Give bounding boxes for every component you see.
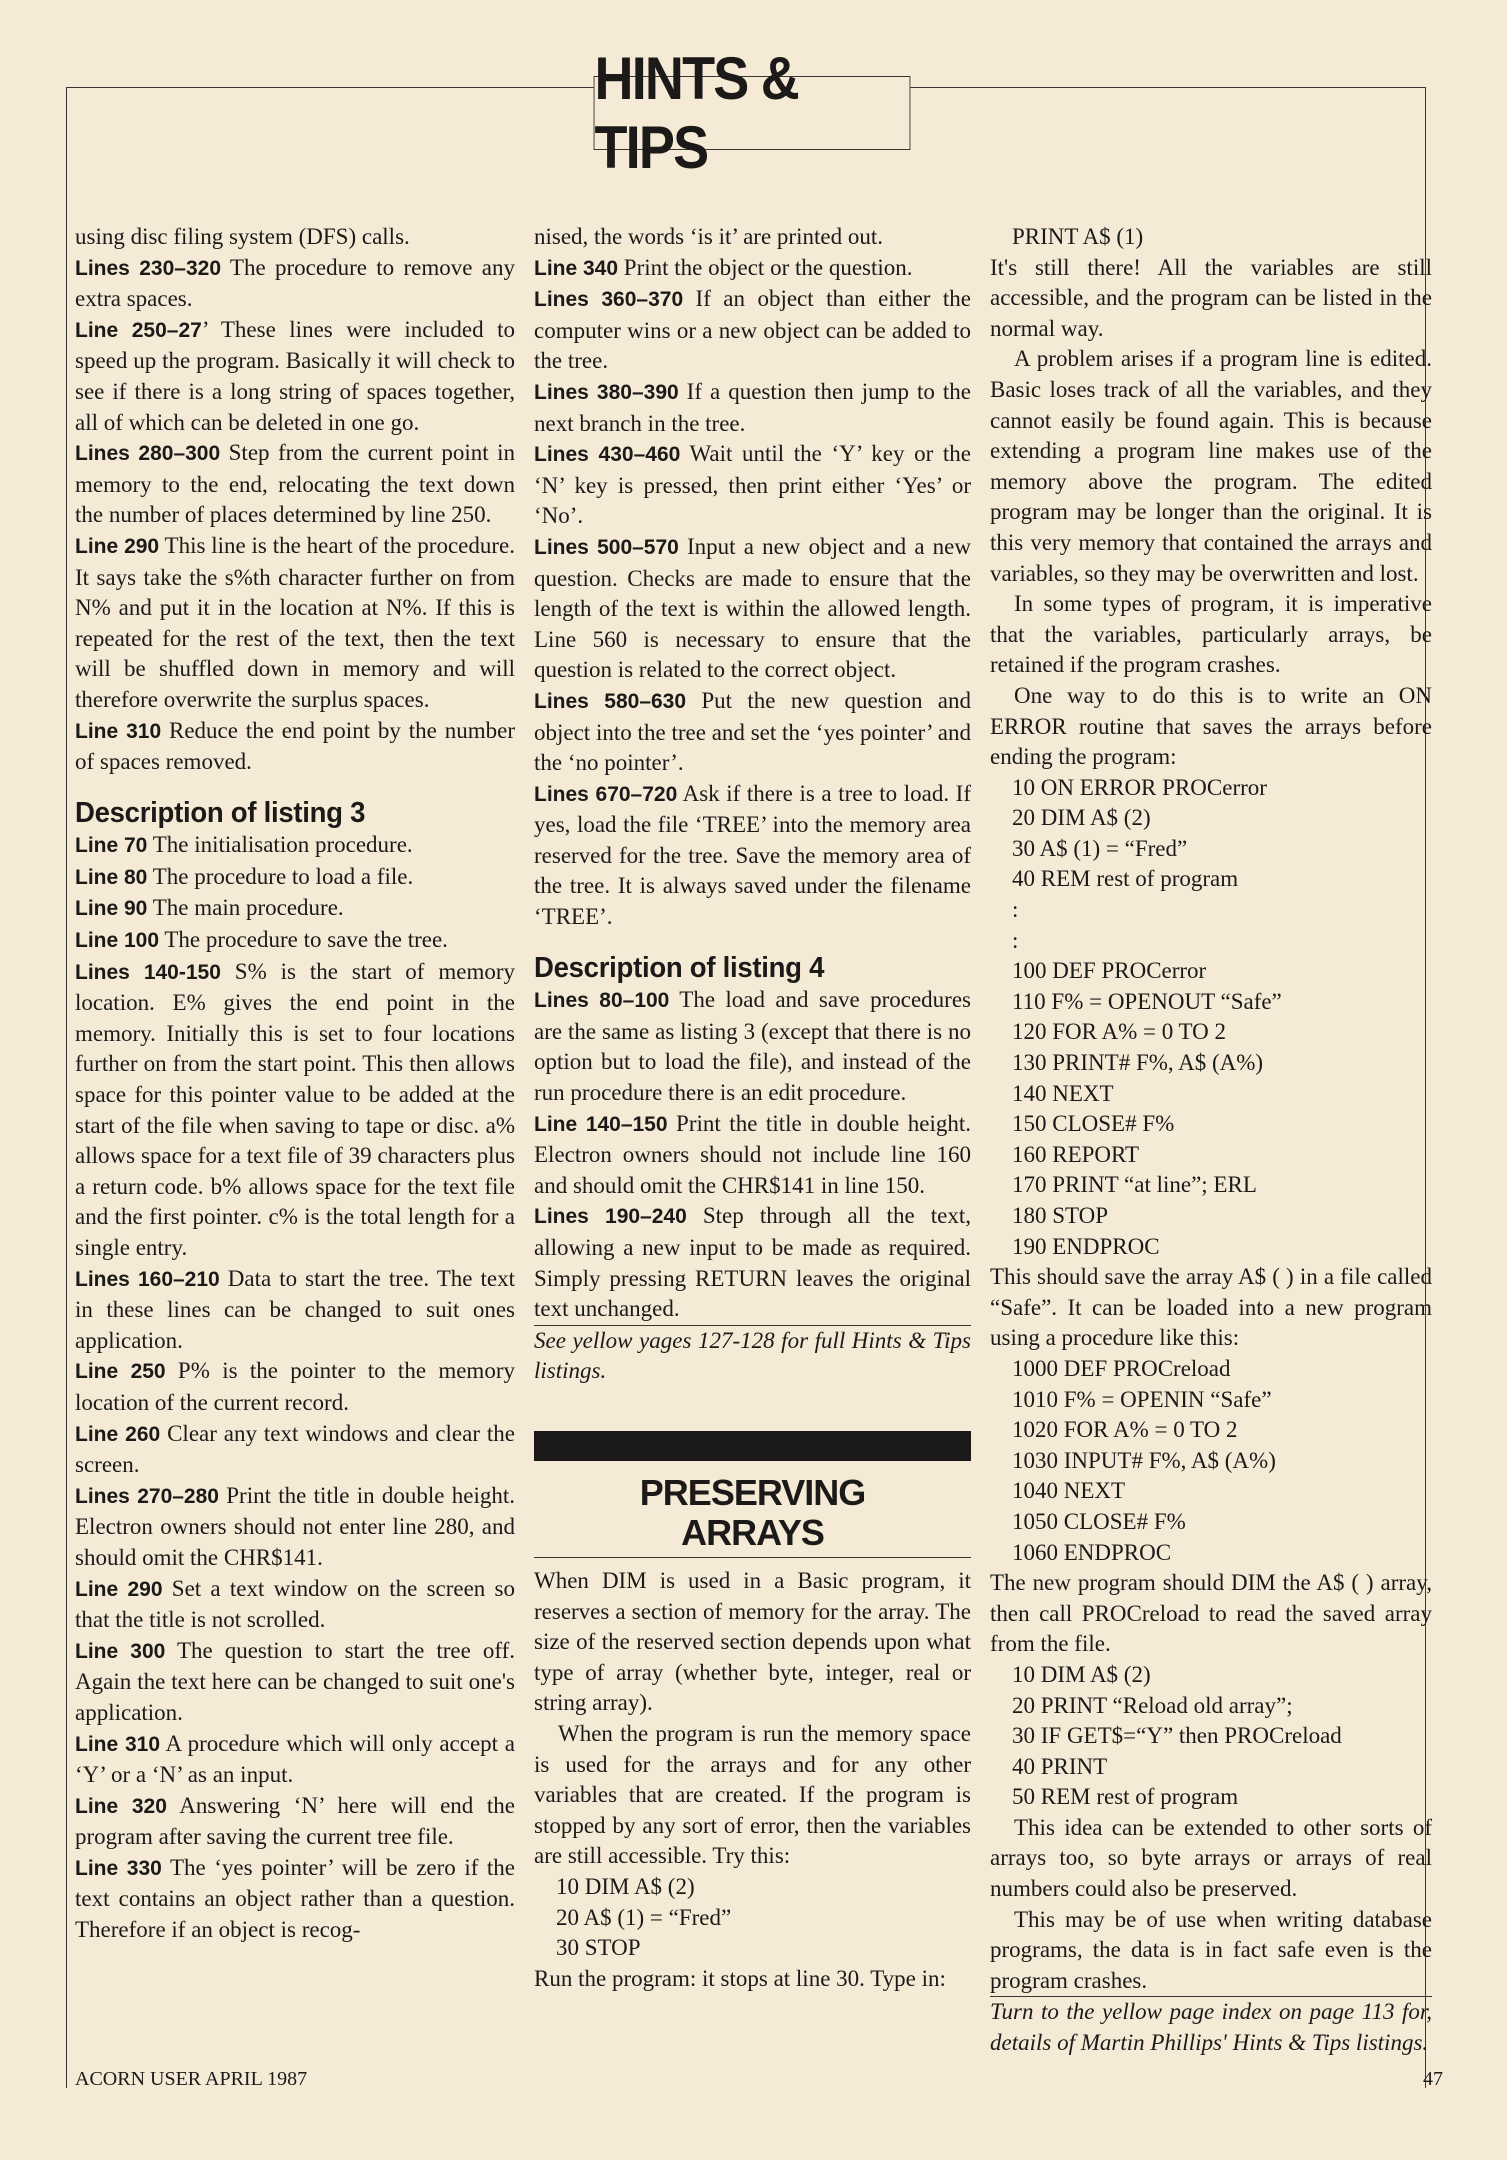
paragraph: This should save the array A$ ( ) in a file called “Safe”. It can be loaded into a new program using a procedure like this: — [990, 1264, 1432, 1351]
code-line: PRINT A$ (1) — [1012, 224, 1144, 249]
article-title — [534, 1473, 971, 1558]
note-item: Line 260 Clear any text windows and clear the screen. — [75, 1420, 515, 1478]
note-item: Line 340 Print the object or the question. — [534, 254, 913, 280]
code-line: 1040 NEXT — [1012, 1478, 1126, 1504]
note-item: Line 310 A procedure which will only accept a ‘Y’ or a ‘N’ as an input. — [75, 1730, 515, 1788]
note-item: Lines 500–570 Input a new object and a new question. Checks are made to ensure that the length of the text is within the allowed length. Line 560 is necessary to ensure that the question is related to the correct object. — [534, 533, 972, 683]
note-item: Lines 670–720 Ask if there is a tree to load. If yes, load the file ‘TREE’ into the memory area reserved for the tree. Save the memory area of the tree. It is always saved under the filename ‘TREE’. — [534, 780, 971, 930]
code-line: 20 A$ (1) = “Fred” — [556, 1904, 732, 1930]
note-item: Line 140–150 Print the title in double height. Electron owners should not include line 160 and should omit the CHR$141 in line 150. — [534, 1110, 971, 1198]
code-line: 1020 FOR A% = 0 TO 2 — [1012, 1417, 1238, 1443]
article-title-line-1: PRESERVING — [639, 1471, 866, 1513]
code-line: 40 PRINT — [1012, 1753, 1108, 1779]
code-line: 160 REPORT — [1012, 1141, 1140, 1167]
listing-notes-a — [75, 253, 515, 778]
section-heading: Description of listing 4 — [534, 951, 825, 984]
paragraph: In some types of program, it is imperative that the variables, particularly arrays, be retained if the program crashes. — [990, 591, 1432, 678]
code-line: 180 STOP — [1012, 1203, 1109, 1228]
note-item: Line 320 Answering ‘N’ here will end the program after saving the current tree file. — [75, 1792, 515, 1850]
code-line: 30 STOP — [556, 1935, 641, 1961]
column-3 — [990, 222, 1432, 2059]
note-item: Line 300 The question to start the tree off. Again the text here can be changed to suit one's application. — [75, 1637, 515, 1725]
code-line: 1060 ENDPROC — [1012, 1539, 1172, 1565]
note-item: Line 330 The ‘yes pointer’ will be zero if the text contains an object rather than a question. Therefore if an object is recog- — [75, 1854, 516, 1943]
code-line: 1030 INPUT# F%, A$ (A%) — [1012, 1447, 1276, 1473]
section-banner — [594, 45, 911, 181]
note-item: Line 310 Reduce the end point by the number of spaces removed. — [75, 717, 515, 775]
code-line: : — [1012, 927, 1019, 953]
section-title: HINTS & TIPS — [594, 45, 798, 181]
code-line: : — [1012, 897, 1019, 923]
paragraph: It's still there! All the variables are still accessible, and the program can be listed in the normal way. — [990, 254, 1432, 341]
code-line: 130 PRINT# F%, A$ (A%) — [1012, 1050, 1264, 1076]
paragraph: This idea can be extended to other sorts of arrays too, so byte arrays or arrays of real numbers could also be preserved. — [990, 1814, 1432, 1902]
note-item: Lines 430–460 Wait until the ‘Y’ key or the ‘N’ key is pressed, then print either ‘Yes’ or ‘No’. — [534, 441, 972, 529]
code-line: 140 NEXT — [1012, 1080, 1114, 1106]
paragraph: The new program should DIM the A$ ( ) array, then call PROCreload to read the saved array from the file. — [990, 1570, 1432, 1657]
listing-notes-b — [75, 830, 515, 1945]
paragraph: nised, the words ‘is it’ are printed out. — [534, 224, 883, 249]
code-line: 120 FOR A% = 0 TO 2 — [1012, 1019, 1227, 1045]
code-line: 10 ON ERROR PROCerror — [1012, 774, 1267, 800]
note-item: Lines 380–390 If a question then jump to the next branch in the tree. — [534, 378, 971, 436]
article-title-line-2: ARRAYS — [534, 1513, 971, 1558]
page-number: 47 — [1423, 2068, 1443, 2090]
note-item: Lines 360–370 If an object than either the computer wins or a new object can be added to the tree. — [534, 286, 972, 374]
code-line: 1010 F% = OPENIN “Safe” — [1012, 1386, 1272, 1412]
code-block — [534, 1872, 971, 1964]
paragraph: A problem arises if a program line is edited. Basic loses track of all the variables, and they cannot easily be found again. This is because extending a program line makes use of the memory above the program. The edited program may be longer than the original. It is this very memory that contained the arrays and variables, so they may be overwritten and lost. — [990, 346, 1432, 586]
code-line: 110 F% = OPENOUT “Safe” — [1012, 988, 1282, 1014]
paragraph: using disc filing system (DFS) calls. — [75, 224, 410, 249]
column-2 — [534, 222, 971, 1994]
note-item: Lines 160–210 Data to start the tree. The text in these lines can be changed to suit ones application. — [75, 1265, 515, 1353]
code-line: 1000 DEF PROCreload — [1012, 1355, 1231, 1381]
code-line: 190 ENDPROC — [1012, 1233, 1160, 1259]
code-line: 40 REM rest of program — [1012, 866, 1239, 892]
code-line: 20 PRINT “Reload old array”; — [1012, 1692, 1293, 1718]
code-line: 20 DIM A$ (2) — [1012, 805, 1151, 831]
paragraph: When the program is run the memory space is used for the arrays and for any other variables that are created. If the program is stopped by any sort of error, then the variables are still accessible. Try this: — [534, 1720, 971, 1869]
column-1 — [75, 222, 515, 1946]
note-item: Lines 270–280 Print the title in double height. Electron owners should not enter line 280, and should omit the CHR$141. — [75, 1482, 516, 1570]
code-line: 30 A$ (1) = “Fred” — [1012, 835, 1188, 861]
paragraph: Run the program: it stops at line 30. Type in: — [534, 1965, 946, 1991]
note-item: Lines 230–320 The procedure to remove any extra spaces. — [75, 254, 515, 312]
code-line: 50 REM rest of program — [1012, 1784, 1239, 1810]
code-line: 30 IF GET$=“Y” then PROCreload — [1012, 1723, 1342, 1749]
code-block — [990, 1660, 1432, 1813]
code-line: 150 CLOSE# F% — [1012, 1111, 1175, 1137]
paragraph: One way to do this is to write an ON ERROR routine that saves the arrays before ending the program: — [990, 682, 1432, 770]
section-heading: Description of listing 3 — [75, 796, 366, 829]
note-item: Lines 140-150 S% is the start of memory location. E% gives the end point in the memory. Initially this is set to four locations further on from the start point. This then allows space for this pointer value to be added at the start of the file when saving to tape or disc. a% allows space for a text file of 39 characters plus a return code. b% allows space for the text file and the first pointer. c% is the total length for a single entry. — [75, 958, 515, 1260]
article-rule — [534, 1431, 971, 1461]
code-line: 10 DIM A$ (2) — [556, 1873, 695, 1899]
note-item: Lines 280–300 Step from the current point in memory to the end, relocating the text down the number of places determined by line 250. — [75, 440, 516, 528]
listing-notes-a — [534, 253, 971, 933]
listing-notes-b — [534, 985, 971, 1325]
note-item: Line 290 This line is the heart of the procedure. It says take the s%th character further on from N% and put it in the location at N%. If this is repeated for the rest of the text, then the text will be shuffled down in memory and will therefore overwrite the surplus spaces. — [75, 532, 516, 712]
note-item: Line 290 Set a text window on the screen so that the title is not scrolled. — [75, 1575, 516, 1633]
paragraph: This may be of use when writing database programs, the data is in fact safe even is the program crashes. — [990, 1906, 1432, 1993]
code-line: 100 DEF PROCerror — [1012, 958, 1207, 984]
listing-reference-note: See yellow yages 127-128 for full Hints & Tips listings. — [534, 1325, 971, 1387]
paragraph: When DIM is used in a Basic program, it reserves a section of memory for the array. The size of the reserved section depends upon what type of array (whether byte, integer, real or string array). — [534, 1567, 971, 1716]
code-line: 170 PRINT “at line”; ERL — [1012, 1172, 1257, 1198]
footer-publication: ACORN USER APRIL 1987 — [75, 2068, 308, 2090]
code-block — [990, 1354, 1432, 1568]
note-item: Line 70 The initialisation procedure. — [75, 832, 413, 858]
code-line: 1050 CLOSE# F% — [1012, 1508, 1186, 1534]
note-item: Line 80 The procedure to load a file. — [75, 863, 414, 889]
note-item: Lines 80–100 The load and save procedures are the same as listing 3 (except that there is no option but to load the file), and instead of the run procedure there is an edit procedure. — [534, 987, 971, 1106]
code-line: 10 DIM A$ (2) — [1012, 1661, 1151, 1687]
note-item: Line 250 P% is the pointer to the memory location of the current record. — [75, 1358, 515, 1415]
listing-reference-note: Turn to the yellow page index on page 113 for, details of Martin Phillips' Hints & Tips listings. — [990, 1996, 1432, 2058]
note-item: Line 100 The procedure to save the tree. — [75, 927, 448, 953]
note-item: Line 90 The main procedure. — [75, 895, 344, 921]
note-item: Lines 580–630 Put the new question and object into the tree and set the ‘yes pointer’ and the ‘no pointer’. — [534, 687, 971, 776]
code-block — [990, 773, 1432, 1263]
note-item: Lines 190–240 Step through all the text, allowing a new input to be made as required. Simply pressing RETURN leaves the original text unchanged. — [534, 1203, 972, 1322]
note-item: Line 250–27’ These lines were included to speed up the program. Basically it will check to see if there is a long string of spaces together, all of which can be deleted in one go. — [75, 316, 515, 435]
